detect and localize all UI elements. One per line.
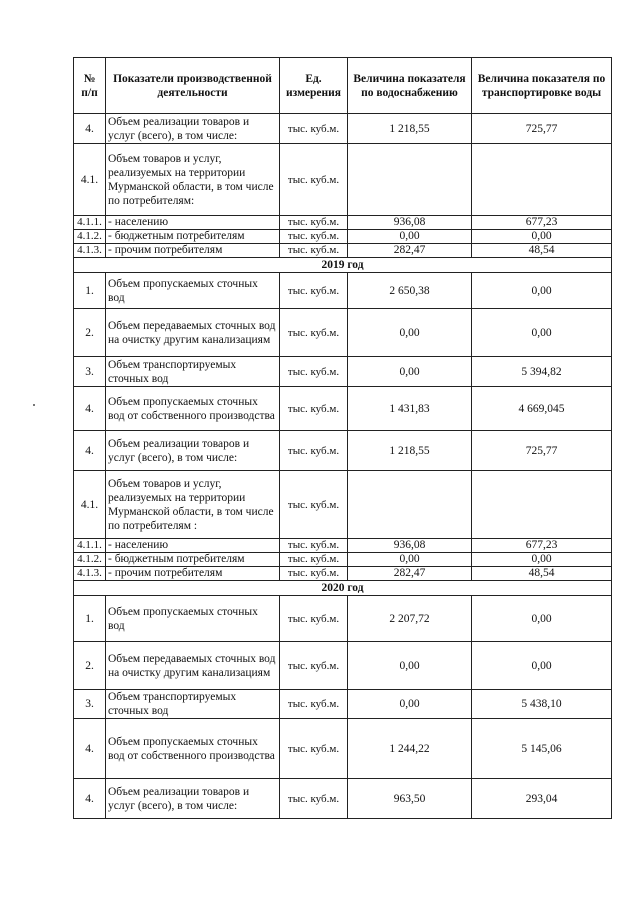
- row-indicator-name: Объем товаров и услуг, реализуемых на территории Мурманской области, в том числе по потребителям :: [106, 471, 280, 539]
- row-indicator-name: - прочим потребителям: [106, 567, 280, 581]
- table-row: [74, 387, 612, 431]
- row-transport-value: 725,77: [472, 114, 612, 144]
- row-transport-value: 4 669,045: [472, 387, 612, 431]
- row-supply-value: 2 650,38: [348, 273, 472, 309]
- row-transport-value: 677,23: [472, 539, 612, 553]
- row-unit: тыс. куб.м.: [280, 553, 348, 567]
- row-supply-value: 936,08: [348, 539, 472, 553]
- row-supply-value: 0,00: [348, 553, 472, 567]
- row-supply-value: 0,00: [348, 309, 472, 357]
- table-row: [74, 471, 612, 539]
- row-supply-value: 963,50: [348, 779, 472, 819]
- table-row: [74, 719, 612, 779]
- table-row: [74, 216, 612, 230]
- row-unit: тыс. куб.м.: [280, 431, 348, 471]
- row-unit: тыс. куб.м.: [280, 216, 348, 230]
- row-transport-value: 725,77: [472, 431, 612, 471]
- table-row: [74, 357, 612, 387]
- row-unit: тыс. куб.м.: [280, 273, 348, 309]
- row-indicator-name: Объем пропускаемых сточных вод: [106, 596, 280, 642]
- row-unit: тыс. куб.м.: [280, 387, 348, 431]
- row-indicator-name: - населению: [106, 539, 280, 553]
- table-row: [74, 244, 612, 258]
- scan-speck: [33, 404, 35, 406]
- row-unit: тыс. куб.м.: [280, 114, 348, 144]
- table-row: [74, 144, 612, 216]
- row-indicator-name: Объем реализации товаров и услуг (всего), в том числе:: [106, 779, 280, 819]
- row-supply-value: 1 218,55: [348, 114, 472, 144]
- row-transport-value: 0,00: [472, 230, 612, 244]
- row-indicator-name: Объем товаров и услуг, реализуемых на территории Мурманской области, в том числе по потребителям:: [106, 144, 280, 216]
- table-row: [74, 539, 612, 553]
- row-supply-value: 0,00: [348, 230, 472, 244]
- row-transport-value: 5 145,06: [472, 719, 612, 779]
- row-transport-value: 0,00: [472, 553, 612, 567]
- table-row: [74, 567, 612, 581]
- row-number: 4.1.3.: [74, 244, 106, 258]
- row-number: 4.1.1.: [74, 539, 106, 553]
- row-indicator-name: - прочим потребителям: [106, 244, 280, 258]
- row-supply-value: [348, 144, 472, 216]
- row-transport-value: 677,23: [472, 216, 612, 230]
- row-unit: тыс. куб.м.: [280, 471, 348, 539]
- row-unit: тыс. куб.м.: [280, 567, 348, 581]
- table-row: [74, 309, 612, 357]
- row-supply-value: 936,08: [348, 216, 472, 230]
- row-unit: тыс. куб.м.: [280, 144, 348, 216]
- row-supply-value: 282,47: [348, 567, 472, 581]
- row-indicator-name: - бюджетным потребителям: [106, 553, 280, 567]
- row-transport-value: 293,04: [472, 779, 612, 819]
- row-indicator-name: Объем реализации товаров и услуг (всего), в том числе:: [106, 114, 280, 144]
- row-transport-value: 0,00: [472, 596, 612, 642]
- row-supply-value: 1 431,83: [348, 387, 472, 431]
- row-number: 2.: [74, 642, 106, 690]
- row-unit: тыс. куб.м.: [280, 690, 348, 719]
- row-number: 2.: [74, 309, 106, 357]
- row-number: 1.: [74, 596, 106, 642]
- row-supply-value: 1 218,55: [348, 431, 472, 471]
- row-unit: тыс. куб.м.: [280, 779, 348, 819]
- table-row: [74, 642, 612, 690]
- row-indicator-name: Объем транспортируемых сточных вод: [106, 690, 280, 719]
- row-indicator-name: Объем транспортируемых сточных вод: [106, 357, 280, 387]
- row-transport-value: 0,00: [472, 642, 612, 690]
- row-number: 4.1.2.: [74, 230, 106, 244]
- row-number: 4.1.: [74, 144, 106, 216]
- row-supply-value: 0,00: [348, 642, 472, 690]
- row-indicator-name: Объем передаваемых сточных вод на очистку другим канализациям: [106, 309, 280, 357]
- row-transport-value: 0,00: [472, 273, 612, 309]
- row-transport-value: 5 394,82: [472, 357, 612, 387]
- table-body: [74, 114, 612, 819]
- row-number: 4.: [74, 431, 106, 471]
- row-indicator-name: Объем реализации товаров и услуг (всего), в том числе:: [106, 431, 280, 471]
- row-supply-value: 0,00: [348, 357, 472, 387]
- row-unit: тыс. куб.м.: [280, 309, 348, 357]
- row-supply-value: 1 244,22: [348, 719, 472, 779]
- header-num: № п/п: [74, 58, 106, 114]
- row-unit: тыс. куб.м.: [280, 719, 348, 779]
- table-row: [74, 431, 612, 471]
- year-section-row: [74, 258, 612, 273]
- table-header-row: [74, 58, 612, 114]
- row-transport-value: 0,00: [472, 309, 612, 357]
- row-unit: тыс. куб.м.: [280, 244, 348, 258]
- row-transport-value: 48,54: [472, 567, 612, 581]
- table-row: [74, 273, 612, 309]
- row-indicator-name: Объем передаваемых сточных вод на очистку другим канализациям: [106, 642, 280, 690]
- header-supply: Величина показателя по водоснабжению: [348, 58, 472, 114]
- table-row: [74, 230, 612, 244]
- row-supply-value: 0,00: [348, 690, 472, 719]
- row-number: 3.: [74, 357, 106, 387]
- year-heading: 2019 год: [74, 258, 612, 273]
- row-indicator-name: Объем пропускаемых сточных вод: [106, 273, 280, 309]
- year-heading: 2020 год: [74, 581, 612, 596]
- table-row: [74, 690, 612, 719]
- row-unit: тыс. куб.м.: [280, 596, 348, 642]
- row-supply-value: 2 207,72: [348, 596, 472, 642]
- row-unit: тыс. куб.м.: [280, 357, 348, 387]
- row-indicator-name: Объем пропускаемых сточных вод от собственного производства: [106, 719, 280, 779]
- year-section-row: [74, 581, 612, 596]
- row-number: 4.1.1.: [74, 216, 106, 230]
- table-row: [74, 779, 612, 819]
- row-supply-value: 282,47: [348, 244, 472, 258]
- table-row: [74, 596, 612, 642]
- row-indicator-name: - населению: [106, 216, 280, 230]
- indicators-table-sheet: [73, 57, 611, 819]
- row-transport-value: 5 438,10: [472, 690, 612, 719]
- row-transport-value: [472, 144, 612, 216]
- row-number: 4.1.: [74, 471, 106, 539]
- header-name: Показатели производственной деятельности: [106, 58, 280, 114]
- row-indicator-name: - бюджетным потребителям: [106, 230, 280, 244]
- row-transport-value: [472, 471, 612, 539]
- header-unit: Ед. измерения: [280, 58, 348, 114]
- row-number: 4.: [74, 719, 106, 779]
- row-indicator-name: Объем пропускаемых сточных вод от собственного производства: [106, 387, 280, 431]
- row-number: 4.: [74, 114, 106, 144]
- row-number: 3.: [74, 690, 106, 719]
- row-supply-value: [348, 471, 472, 539]
- row-number: 4.1.3.: [74, 567, 106, 581]
- header-transport: Величина показателя по транспортировке воды: [472, 58, 612, 114]
- row-number: 1.: [74, 273, 106, 309]
- row-transport-value: 48,54: [472, 244, 612, 258]
- row-number: 4.: [74, 387, 106, 431]
- row-unit: тыс. куб.м.: [280, 230, 348, 244]
- row-number: 4.1.2.: [74, 553, 106, 567]
- row-number: 4.: [74, 779, 106, 819]
- table-row: [74, 553, 612, 567]
- indicators-table: [73, 57, 612, 819]
- row-unit: тыс. куб.м.: [280, 642, 348, 690]
- row-unit: тыс. куб.м.: [280, 539, 348, 553]
- table-row: [74, 114, 612, 144]
